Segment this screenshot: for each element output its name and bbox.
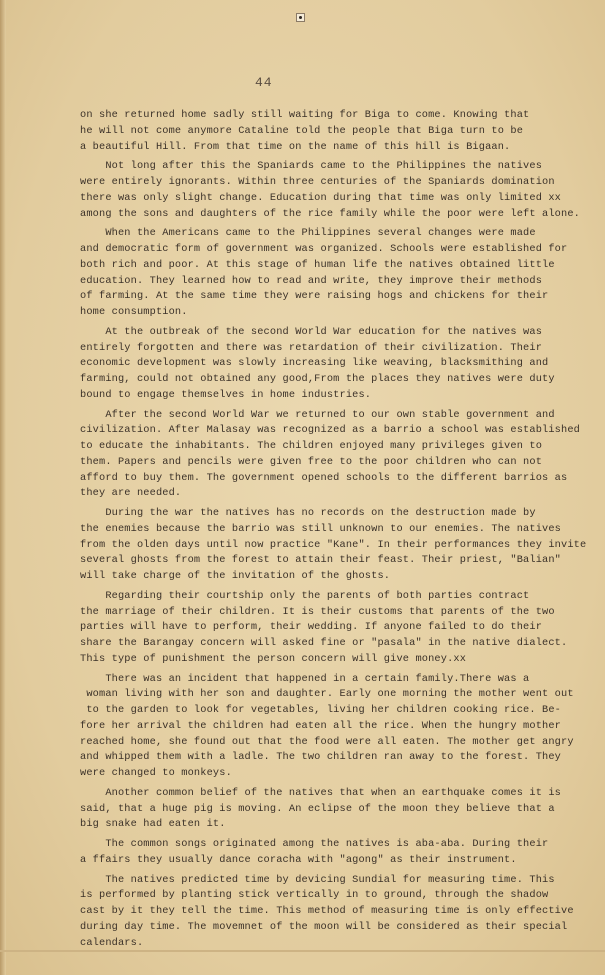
text-line: After the second World War we returned to our own stable government and — [80, 408, 555, 421]
text-line: afford to buy them. The government opened schools to the different barrios as — [80, 471, 568, 484]
text-line: them. Papers and pencils were given free to the poor children who can not — [80, 455, 543, 468]
text-line: share the Barangay concern will asked fine or "pasala" in the native dialect. — [80, 637, 568, 649]
page-fold-line — [0, 950, 605, 952]
text-line: Regarding their courtship only the parents of both parties contract — [80, 589, 530, 602]
text-line: The common songs originated among the natives is aba-aba. During their — [80, 838, 549, 850]
text-line: Another common belief of the natives that when an earthquake comes it is — [80, 786, 562, 799]
text-line: home consumption. — [80, 306, 188, 318]
text-line: both rich and poor. At this stage of human life the natives obtained little — [80, 258, 555, 271]
text-line: economic development was slowly increasing like weaving, blacksmithing and — [80, 357, 549, 370]
text-line: civilization. After Malasay was recognized as a barrio a school was established — [80, 424, 581, 437]
text-line: said, that a huge pig is moving. An eclipse of the moon they believe that a — [80, 802, 555, 815]
text-line: several ghosts from the forest to attain their feast. Their priest, "Balian" — [80, 554, 562, 567]
text-line: and democratic form of government was organized. Schools were established for — [80, 243, 568, 255]
text-line: education. They learned how to read and write, they improve their methods — [80, 274, 543, 287]
text-line: on she returned home sadly still waiting for Biga to come. Knowing that — [80, 109, 530, 121]
text-line: there was only slight change. Education during that time was only limited xx — [80, 191, 562, 204]
text-line: parties will have to perform, their wedding. If anyone failed to do their — [80, 621, 543, 634]
text-line: to the garden to look for vegetables, living her children cooking rice. Be- — [80, 704, 562, 716]
text-line: During the war the natives has no records on the destruction made by — [80, 507, 536, 519]
text-line: calendars. — [80, 936, 144, 949]
binder-hole-icon — [296, 13, 305, 22]
text-line: among the sons and daughters of the rice family while the poor were left alone. — [80, 207, 581, 220]
text-line: When the Americans came to the Philippines several changes were made — [80, 227, 536, 240]
text-line: will take charge of the invitation of the ghosts. — [80, 570, 391, 582]
text-line: the enemies because the barrio was still unknown to our enemies. The natives — [80, 522, 562, 535]
text-line: a beautiful Hill. From that time on the name of this hill is Bigaan. — [80, 140, 511, 153]
text-line: fore her arrival the children had eaten all the rice. When the hungry mother — [80, 719, 562, 732]
text-line: were entirely ignorants. Within three centuries of the Spaniards domination — [80, 176, 555, 188]
text-line: There was an incident that happened in a certain family.There was a — [80, 672, 530, 685]
text-line: were changed to monkeys. — [80, 767, 232, 779]
text-line: of farming. At the same time they were raising hogs and chickens for their — [80, 290, 549, 303]
text-line: At the outbreak of the second World War education for the natives was — [80, 325, 543, 338]
text-line: he will not come anymore Cataline told the people that Biga turn to be — [80, 124, 524, 137]
text-line: bound to engage themselves in home industries. — [80, 388, 372, 401]
text-line: the marriage of their children. It is their customs that parents of the two — [80, 605, 555, 618]
text-line: entirely forgotten and there was retardation of their civilization. Their — [80, 341, 543, 354]
text-line: a ffairs they usually dance coracha with "agong" as their instrument. — [80, 853, 517, 866]
page-left-edge — [0, 0, 6, 975]
text-line: cast by it they tell the time. This method of measuring time is only effective — [80, 905, 574, 917]
typed-body-text — [80, 108, 587, 951]
text-line: This type of punishment the person concern will give money.xx — [80, 652, 467, 665]
text-line: reached home, she found out that the food were all eaten. The mother get angry — [80, 735, 574, 748]
text-line: Not long after this the Spaniards came to the Philippines the natives — [80, 160, 543, 173]
text-line: they are needed. — [80, 487, 182, 500]
text-line: to educate the inhabitants. The children enjoyed many privileges given to — [80, 440, 543, 452]
text-line: from the olden days until now practice "Kane". In their performances they invite — [80, 538, 587, 551]
text-line: farming, could not obtained any good,From the places they natives were duty — [80, 373, 555, 385]
text-line: The natives predicted time by devicing Sundial for measuring time. This — [80, 873, 555, 886]
text-line: woman living with her son and daughter. Early one morning the mother went out — [80, 688, 574, 701]
text-line: is performed by planting stick vertically in to ground, through the shadow — [80, 889, 549, 902]
text-line: during day time. The movemnet of the moon will be considered as their special — [80, 920, 568, 933]
text-line: and whipped them with a ladle. The two children ran away to the forest. They — [80, 751, 562, 764]
page-number: 44 — [255, 75, 273, 90]
text-line: big snake had eaten it. — [80, 818, 226, 831]
